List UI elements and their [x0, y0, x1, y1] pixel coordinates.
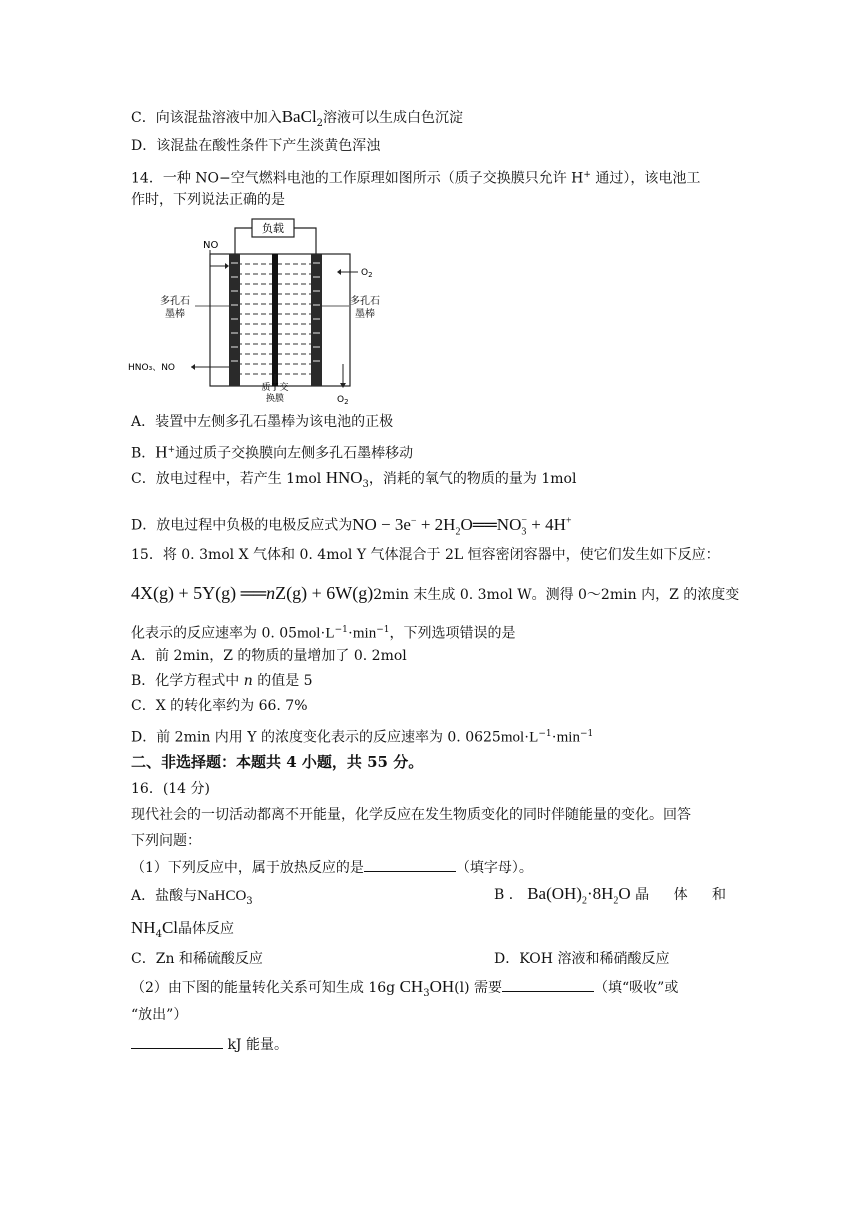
membrane-label-2: 换膜	[265, 394, 285, 404]
q14-option-c: C．放电过程中，若产生 1mol $HNO_3$，消耗的氧气的物质的量为 1mol	[131, 468, 577, 490]
q14-option-d: D．放电过程中负极的电极反应式为NO − $3e^- + 2H_2O══NO_3^- + 4H^+$	[131, 514, 572, 538]
q15-option-d: D．前 2min 内用 Y 的浓度变化表示的反应速率为 0. $0625mol\cdot L^{-1}\cdot\min^{-1}$	[131, 729, 594, 746]
q14-option-b: B．H+通过质子交换膜向左侧多孔石墨棒移动	[131, 442, 414, 462]
proton-exchange-membrane	[272, 254, 278, 386]
q16-part-2-cont: “放出”）	[131, 1007, 188, 1023]
question-15-equation-line: 4X(g) + 5Y(g) ══nZ(g) + 6W(g)2min 末生成 0. 3mol W。测得 0～2min 内，Z 的浓度变	[131, 583, 740, 603]
load-label: 负载	[262, 222, 284, 235]
question-16-intro: 现代社会的一切活动都离不开能量，化学反应在发生物质变化的同时伴随能量的变化。回答	[131, 807, 691, 823]
reaction-equation: 4X(g) + 5Y(g) ══nZ(g) + 6W(g)	[131, 583, 374, 603]
left-rod-label-1: 多孔石	[160, 296, 190, 307]
q15-option-c: C．X 的转化率约为 66. 7%	[131, 698, 308, 714]
fuel-cell-diagram	[125, 214, 395, 404]
section-2-heading: 二、非选择题：本题共 4 小题，共 55 分。	[131, 753, 424, 771]
answer-blank-1[interactable]	[364, 857, 456, 872]
right-rod-label-1: 多孔石	[350, 296, 380, 307]
q16-option-c: C．Zn 和稀硫酸反应	[131, 951, 263, 967]
left-outlet-label: HNO₃、NO	[128, 363, 176, 373]
membrane-label-1: 质子交	[261, 383, 289, 393]
q16-option-b: B ． $Ba(OH)_2\cdot 8H_2O$ 晶 体 和	[494, 884, 737, 907]
answer-blank-3[interactable]	[131, 1034, 223, 1049]
question-14-stem-cont: 作时，下列说法正确的是	[131, 192, 285, 208]
o2-inlet-label: $O_2$	[361, 268, 373, 279]
question-16-intro-cont: 下列问题：	[131, 833, 201, 849]
electrode-equation: NO − $3e^- + 2H_2O══NO_3^- + 4H^+$	[352, 514, 572, 538]
q16-option-d: D．KOH 溶液和稀硝酸反应	[494, 951, 670, 967]
no-inlet-label: NO	[203, 240, 219, 251]
q14-option-a: A．装置中左侧多孔石墨棒为该电池的正极	[131, 414, 394, 430]
q16-option-a: A．盐酸与NaHCO$_3$	[131, 888, 253, 907]
q16-part-2-energy: kJ 能量。	[131, 1034, 288, 1055]
question-16-header: 16．(14 分)	[131, 781, 211, 797]
q16-part-2: （2）由下图的能量转化关系可知生成 16g $CH_3OH(l)$ 需要 （填“吸收”或	[131, 977, 679, 999]
question-15-stem: 15．将 0. 3mol X 气体和 0. 4mol Y 气体混合于 2L 恒容密闭容器中，使它们发生如下反应：	[131, 547, 720, 563]
option-c-line: C．向该混盐溶液中加入BaCl$_2$溶液可以生成白色沉淀	[131, 107, 464, 129]
q15-option-b: B．化学方程式中 n 的值是 5	[131, 673, 313, 689]
q16-part-1: （1）下列反应中，属于放热反应的是 （填字母）。	[131, 857, 533, 878]
q16-option-b-cont: $NH_4Cl$晶体反应	[131, 918, 234, 940]
answer-blank-2[interactable]	[502, 977, 594, 992]
right-rod-label-2: 墨棒	[355, 309, 375, 320]
question-15-stem-cont: 化表示的反应速率为 0. $05mol\cdot L^{-1}\cdot\min^{-1}$，下列选项错误的是	[131, 625, 516, 642]
q15-option-a: A．前 2min，Z 的物质的量增加了 0. 2mol	[131, 648, 407, 664]
o2-outlet-label: $O_2$	[337, 395, 349, 404]
left-rod-label-2: 墨棒	[165, 309, 185, 320]
question-14-stem: 14．一种 NO−空气燃料电池的工作原理如图所示（质子交换膜只允许 H+ 通过），该电池工	[131, 170, 701, 187]
option-d-line: D．该混盐在酸性条件下产生淡黄色浑浊	[131, 138, 381, 154]
